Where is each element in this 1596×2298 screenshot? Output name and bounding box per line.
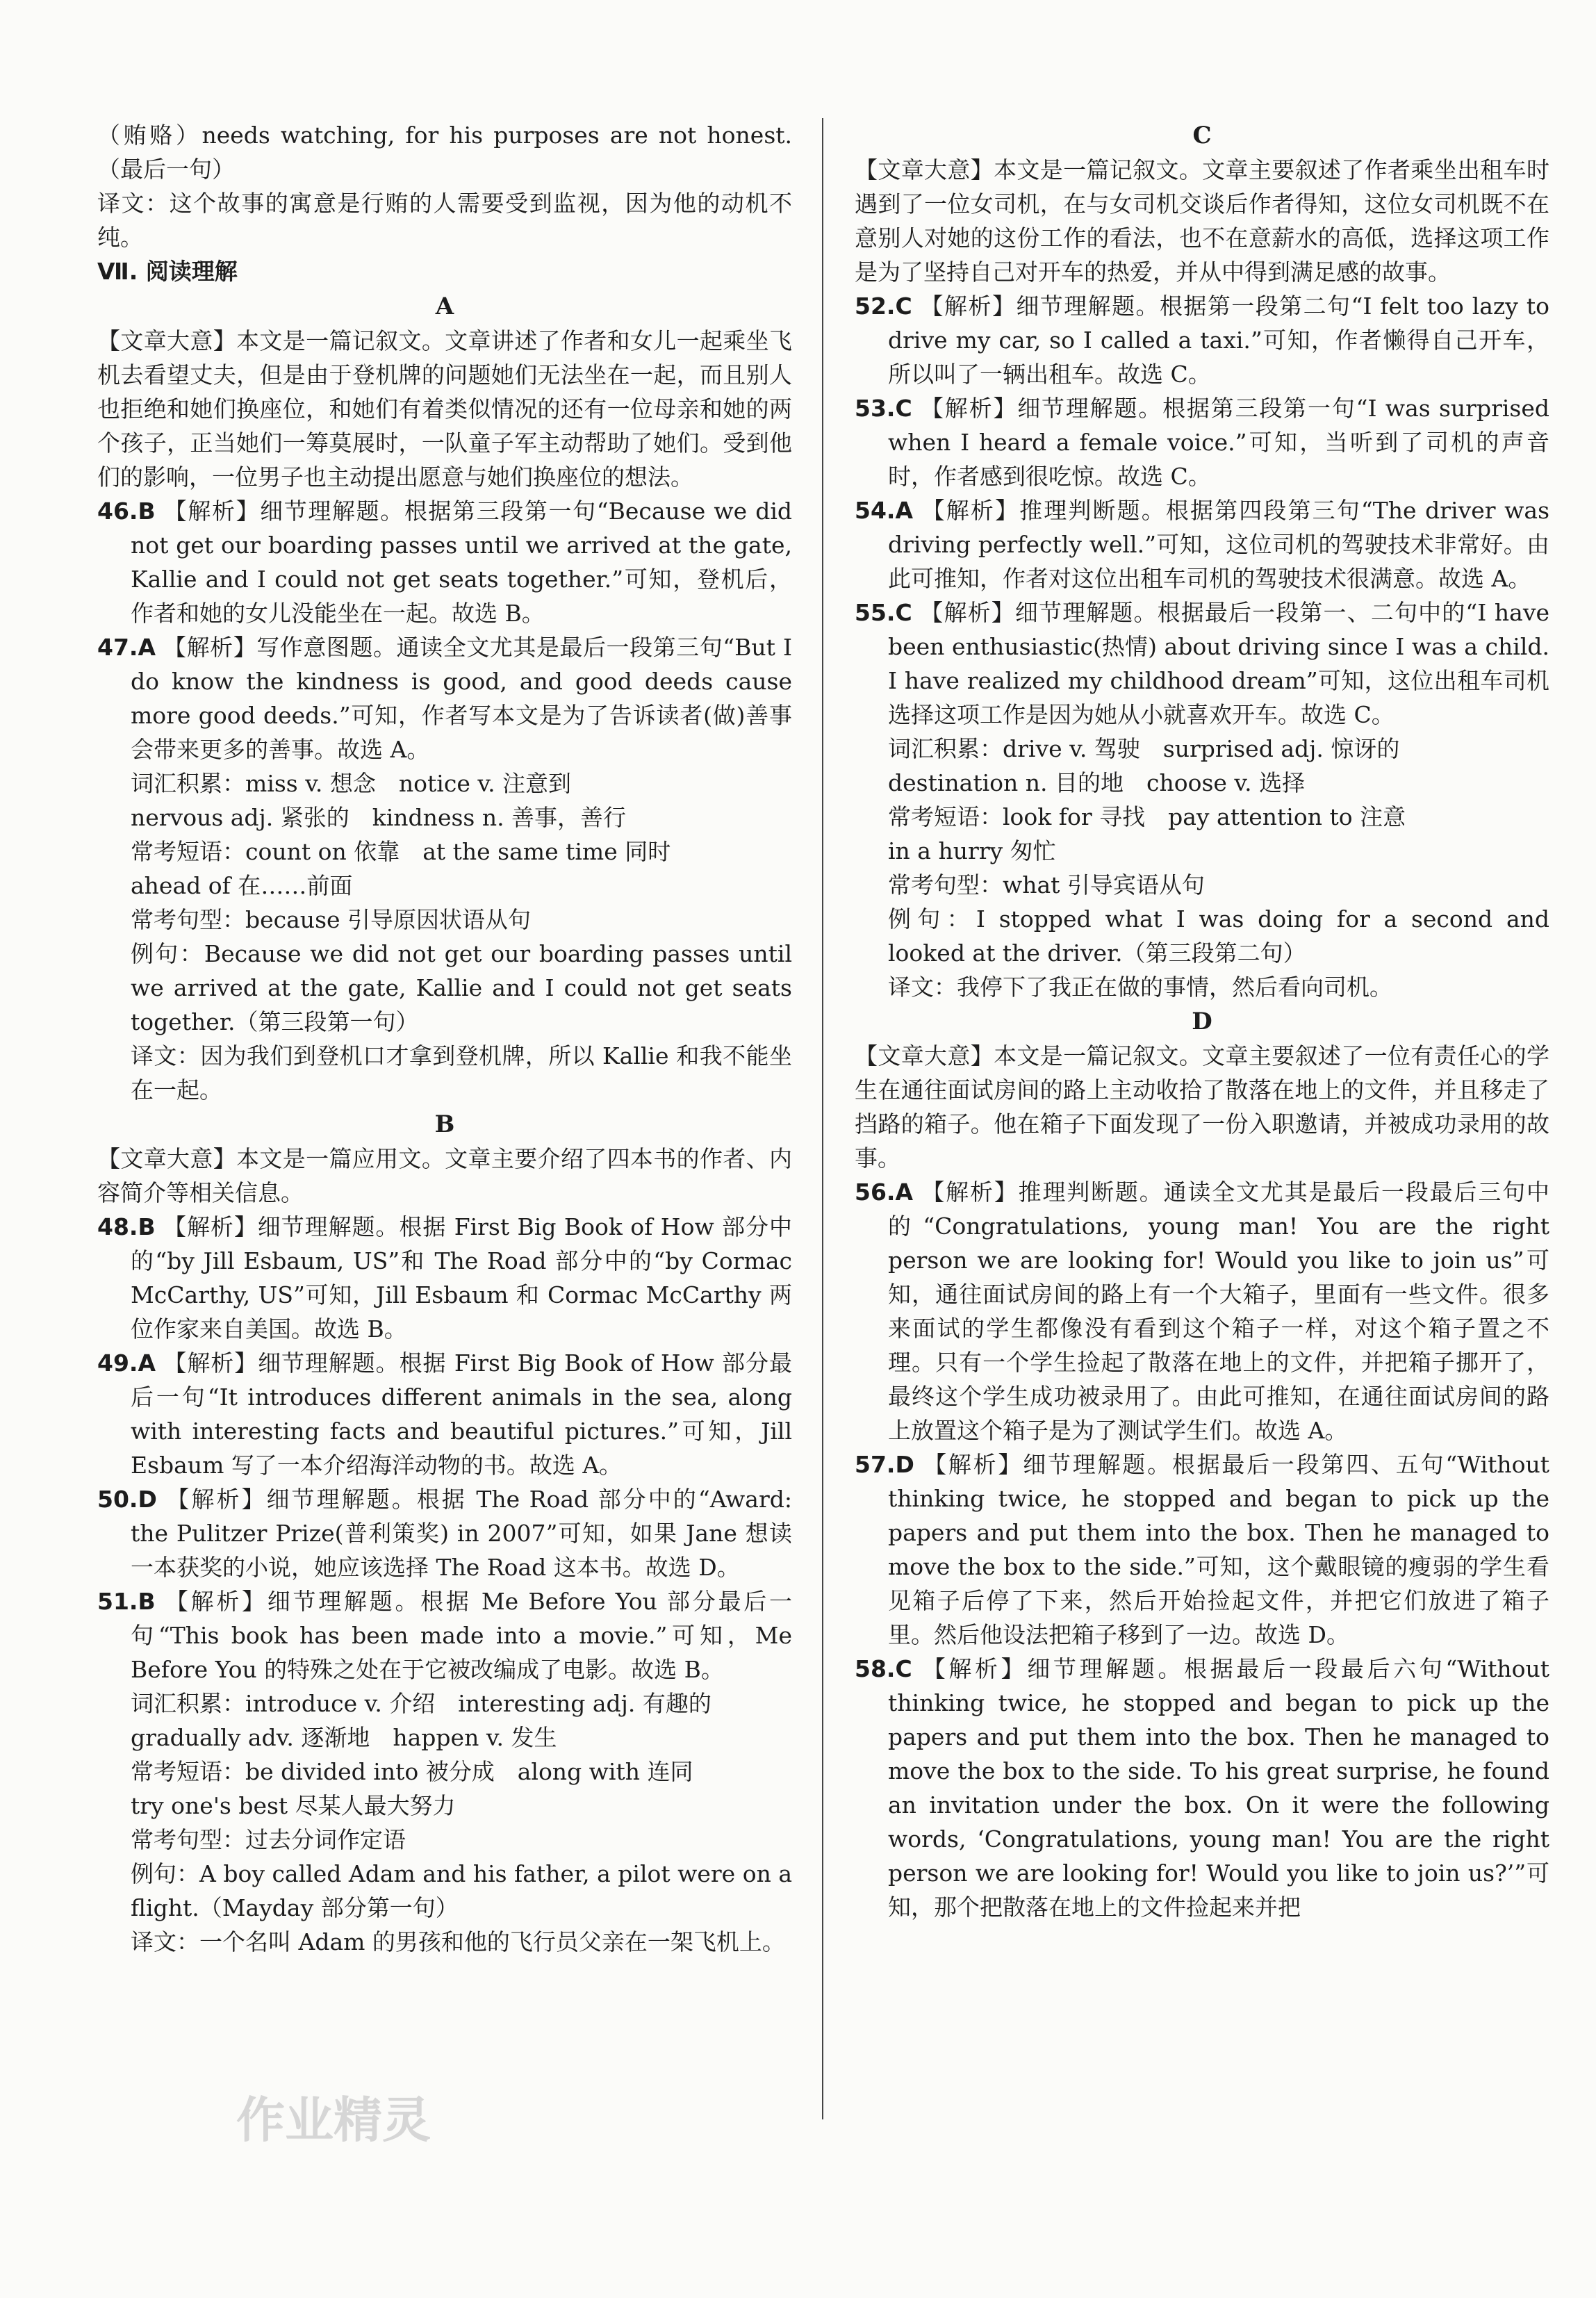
passage-heading: A bbox=[435, 293, 454, 320]
note-line: 译文：因为我们到登机口才拿到登机牌，所以 Kallie 和我不能坐在一起。 bbox=[131, 1042, 792, 1103]
answer-item bbox=[855, 596, 1549, 732]
paragraph: 【文章大意】本文是一篇记叙文。文章讲述了作者和女儿一起乘坐飞机去看望丈夫，但是由于登机牌的问题她们无法坐在一起，而且别人也拒绝和她们换座位，和她们有着类似情况的还有一位母亲和她的两个孩子，正当她们一筹莫展时，一队童子军主动帮助了她们。受到他们的影响，一位男子也主动提出愿意与她们换座位的想法。 bbox=[97, 327, 792, 491]
answer-item bbox=[97, 1210, 792, 1346]
note-line: 常考句型：过去分词作定语 bbox=[131, 1826, 406, 1853]
note-line: 词汇积累：introduce v. 介绍 interesting adj. 有趣的 bbox=[131, 1690, 711, 1717]
note-line: nervous adj. 紧张的 kindness n. 善事，善行 bbox=[131, 804, 627, 831]
answer-item bbox=[855, 391, 1549, 493]
note-line: destination n. 目的地 choose v. 选择 bbox=[888, 769, 1306, 796]
answer-item bbox=[855, 1447, 1549, 1652]
question-number: 56.A bbox=[855, 1179, 913, 1206]
paragraph: 【文章大意】本文是一篇记叙文。文章主要叙述了作者乘坐出租车时遇到了一位女司机，在与女司机交谈后作者得知，这位女司机既不在意别人对她的这份工作的看法，也不在意薪水的高低，选择这项工作是为了坚持自己对开车的热爱，并从中得到满足感的故事。 bbox=[855, 156, 1549, 286]
answer-text: 【解析】细节理解题。根据 Me Before You 部分最后一句“This book has been made into a movie.”可知，Me Before You 的特殊之处在于它被改编成了电影。故选 B。 bbox=[131, 1588, 792, 1683]
note-line: 常考句型：because 引导原因状语从句 bbox=[131, 906, 532, 933]
answer-item bbox=[855, 1175, 1549, 1447]
answer-item bbox=[97, 494, 792, 630]
watermark: 作业精灵 bbox=[236, 2092, 431, 2149]
note-line: 词汇积累：drive v. 驾驶 surprised adj. 惊讶的 bbox=[888, 735, 1400, 762]
note-line: 常考句型：what 引导宾语从句 bbox=[888, 871, 1205, 898]
answer-item bbox=[97, 1482, 792, 1584]
note-line: 例句：Because we did not get our boarding passes until we arrived at the gate, Kallie and I could not get seats together.（第三段第一句） bbox=[131, 940, 792, 1035]
paragraph: （贿赂）needs watching, for his purposes are not honest.（最后一句） bbox=[97, 122, 792, 183]
note-line: ahead of 在……前面 bbox=[131, 872, 353, 899]
question-number: 52.C bbox=[855, 293, 912, 320]
answer-item bbox=[97, 1584, 792, 1686]
note-line: try one's best 尽某人最大努力 bbox=[131, 1792, 456, 1819]
question-number: 51.B bbox=[97, 1588, 156, 1615]
answer-text: 【解析】细节理解题。根据第一段第二句“I felt too lazy to drive my car, so I called a taxi.”可知，作者懒得自己开车，所以叫了一辆出租车。故选 C。 bbox=[888, 293, 1549, 388]
question-number: 57.D bbox=[855, 1451, 914, 1478]
note-line: 例句：I stopped what I was doing for a second and looked at the driver.（第三段第二句） bbox=[888, 905, 1549, 967]
question-number: 55.C bbox=[855, 599, 912, 626]
answer-text: 【解析】推理判断题。通读全文尤其是最后一段最后三句中的“Congratulations, young man! You are the right person we are looking for! Would you like to join us”可知，通往面试房间的路上有一个大箱子，里面有一些文件。很多来面试的学生都像没有看到这个箱子一样，对这个箱子置之不理。只有一个学生捡起了散落在地上的文件，并把箱子挪开了，最终这个学生成功被录用了。由此可推知，在通往面试房间的路上放置这个箱子是为了测试学生们。故选 A。 bbox=[888, 1179, 1549, 1444]
answer-text: 【解析】推理判断题。根据第四段第三句“The driver was driving perfectly well.”可知，这位司机的驾驶技术非常好。由此可推知，作者对这位出租车司机的驾驶技术很满意。故选 A。 bbox=[888, 497, 1549, 592]
question-number: 54.A bbox=[855, 497, 913, 524]
note-line: 常考短语：count on 依靠 at the same time 同时 bbox=[131, 838, 671, 865]
answer-text: 【解析】细节理解题。根据最后一段第四、五句“Without thinking twice, he stopped and began to pick up the papers and put them into the box. Then he managed to move the box to the side.”可知，这个戴眼镜的瘦弱的学生看见箱子后停了下来，然后开始捡起文件，并把它们放进了箱子里。然后他设法把箱子移到了一边。故选 D。 bbox=[888, 1451, 1549, 1648]
answer-text: 【解析】细节理解题。根据最后一段最后六句“Without thinking twice, he stopped and began to pick up the papers and put them into the box. Then he managed to move the box to the side. To his great surprise, he found an invitation under the box. On it were the following words, ‘Congratulations, young man! You are the right person we are looking for! Would you like to join us?’”可知，那个把散落在地上的文件捡起来并把 bbox=[888, 1655, 1549, 1921]
answer-text: 【解析】细节理解题。根据 First Big Book of How 部分最后一句“It introduces different animals in the sea, along with interesting facts and beautiful pictures.”可知，Jill Esbaum 写了一本介绍海洋动物的书。故选 A。 bbox=[131, 1349, 792, 1479]
question-number: 46.B bbox=[97, 498, 156, 525]
passage-heading: B bbox=[434, 1110, 455, 1138]
note-line: 词汇积累：miss v. 想念 notice v. 注意到 bbox=[131, 770, 572, 797]
answer-text: 【解析】细节理解题。根据第三段第一句“I was surprised when I heard a female voice.”可知，当听到了司机的声音时，作者感到很吃惊。故选 C。 bbox=[888, 395, 1549, 490]
note-line: in a hurry 匆忙 bbox=[888, 837, 1056, 864]
question-number: 47.A bbox=[97, 634, 156, 661]
note-line: 常考短语：be divided into 被分成 along with 连同 bbox=[131, 1758, 693, 1785]
note-line: 译文：我停下了我正在做的事情，然后看向司机。 bbox=[888, 974, 1392, 1001]
column-divider bbox=[822, 118, 823, 2119]
question-number: 50.D bbox=[97, 1486, 157, 1513]
answer-text: 【解析】写作意图题。通读全文尤其是最后一段第三句“But I do know the kindness is good, and good deeds cause more good deeds.”可知，作者写本文是为了告诉读者(做)善事会带来更多的善事。故选 A。 bbox=[131, 634, 792, 763]
answer-text: 【解析】细节理解题。根据最后一段第一、二句中的“I have been enthusiastic(热情) about driving since I was a child. I have realized my childhood dream”可知，这位出租车司机选择这项工作是因为她从小就喜欢开车。故选 C。 bbox=[888, 599, 1549, 728]
question-number: 53.C bbox=[855, 395, 912, 422]
section-heading: Ⅶ. 阅读理解 bbox=[97, 258, 238, 285]
paragraph: 【文章大意】本文是一篇应用文。文章主要介绍了四本书的作者、内容简介等相关信息。 bbox=[97, 1145, 792, 1206]
answer-text: 【解析】细节理解题。根据第三段第一句“Because we did not get our boarding passes until we arrived at the gate, Kallie and I could not get seats together.”可知，登机后，作者和她的女儿没能坐在一起。故选 B。 bbox=[131, 498, 792, 627]
note-line: 译文：一个名叫 Adam 的男孩和他的飞行员父亲在一架飞机上。 bbox=[131, 1928, 785, 1955]
answer-item bbox=[855, 289, 1549, 391]
question-number: 58.C bbox=[855, 1655, 912, 1682]
answer-text: 【解析】细节理解题。根据 The Road 部分中的“Award: the Pulitzer Prize(普利策奖) in 2007”可知，如果 Jane 想读一本获奖的小说，她应该选择 The Road 这本书。故选 D。 bbox=[131, 1486, 792, 1581]
note-line: 例句：A boy called Adam and his father, a pilot were on a flight.（Mayday 部分第一句） bbox=[131, 1860, 792, 1921]
answer-item bbox=[97, 1346, 792, 1482]
answer-item bbox=[855, 1652, 1549, 1924]
question-number: 49.A bbox=[97, 1349, 156, 1377]
passage-heading: C bbox=[1192, 122, 1212, 149]
right-column bbox=[855, 118, 1549, 1924]
question-number: 48.B bbox=[97, 1213, 156, 1240]
left-column bbox=[97, 118, 792, 1959]
note-line: 常考短语：look for 寻找 pay attention to 注意 bbox=[888, 803, 1406, 830]
paragraph: 译文：这个故事的寓意是行贿的人需要受到监视，因为他的动机不纯。 bbox=[97, 190, 792, 251]
paragraph: 【文章大意】本文是一篇记叙文。文章主要叙述了一位有责任心的学生在通往面试房间的路上主动收拾了散落在地上的文件，并且移走了挡路的箱子。他在箱子下面发现了一份入职邀请，并被成功录用的故事。 bbox=[855, 1042, 1549, 1172]
answer-text: 【解析】细节理解题。根据 First Big Book of How 部分中的“by Jill Esbaum, US”和 The Road 部分中的“by Cormac McCarthy, US”可知，Jill Esbaum 和 Cormac McCarthy 两位作家来自美国。故选 B。 bbox=[131, 1213, 792, 1343]
note-line: gradually adv. 逐渐地 happen v. 发生 bbox=[131, 1724, 557, 1751]
answer-item bbox=[97, 630, 792, 766]
passage-heading: D bbox=[1192, 1008, 1212, 1035]
answer-item bbox=[855, 493, 1549, 596]
